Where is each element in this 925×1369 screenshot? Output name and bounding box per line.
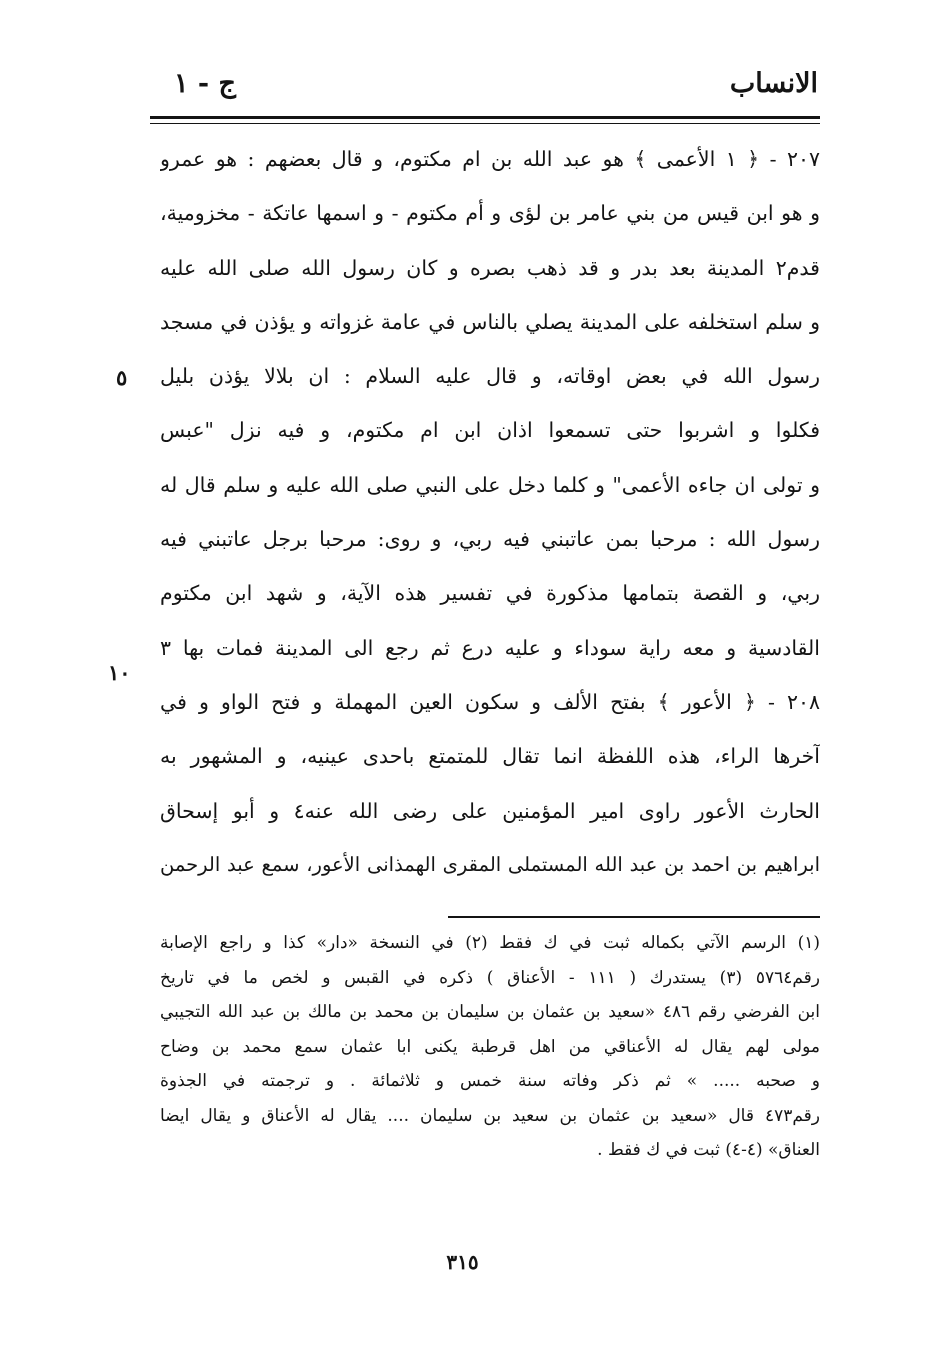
text-line: ربي، و القصة بتمامها مذكورة في تفسير هذه الآية، و شهد ابن مكتوم [160,581,820,606]
text-line: فكلوا و اشربوا حتى تسمعوا اذان ابن ام مكتوم، و فيه نزل "عبس [160,418,820,443]
footnote-line: (١) الرسم الآتي بكماله ثبت في ك فقط (٢) في النسخة «دار» كذا و راجع الإصابة [160,933,820,953]
header-rule [150,116,820,119]
text-line: آخرها الراء، هذه اللفظة انما تقال للمتمتع باحدى عينيه، و المشهور به [160,744,820,769]
text-line: ٢٠٨ - ﴿ الأعور ﴾ بفتح الألف و سكون العين المهملة و فتح الواو و في [160,689,820,714]
text-line: و سلم استخلفه على المدينة يصلي بالناس في عامة غزواته و يؤذن في مسجد [160,309,820,334]
footnote-line: ابن الفرضي رقم ٤٨٦ «سعيد بن عثمان بن سليمان بن محمد بن مالك بن عبد الله التجيبي [160,1002,820,1022]
text-line: و تولى ان جاءه الأعمى" و كلما دخل على النبي صلى الله عليه و سلم قال له [160,472,820,497]
text-line: القادسية و معه راية سوداء و عليه درع ثم رجع الى المدينة فمات بها ٣ [160,635,820,660]
header-rule-thin [150,123,820,124]
main-text [160,132,820,892]
text-line: رسول الله في بعض اوقاته، و قال عليه السلام : ان بلالا يؤذن بليل [160,364,820,389]
text-line: و هو ابن قيس من بني عامر بن لؤى و أم مكتوم - و اسمها عاتكة - مخزومية، [160,201,820,226]
text-line: قدم٢ المدينة بعد بدر و قد ذهب بصره و كان رسول الله صلى الله عليه [160,255,820,280]
footnote-line: رقم٤٧٣ قال «سعيد بن عثمان بن سعيد بن سليمان .... يقال له الأعناق و يقال ايضا [160,1105,820,1126]
footnote-line: رقم٥٧٦٤ (٣) يستدرك ( ١١١ - الأعناق ) ذكره في القبس و لخص ما في تاريخ [160,967,820,988]
footnotes [160,926,820,1168]
text-line: ٢٠٧ - ﴿ ١ الأعمى ﴾ هو عبد الله بن ام مكتوم، و قال بعضهم : هو عمرو [160,147,820,171]
margin-line-number: ١٠ [108,660,131,685]
footnote-separator [448,916,820,918]
page-number: ٣١٥ [446,1250,479,1274]
running-head [150,62,820,106]
footnote-line: مولى لهم يقال له الأعناقي من اهل قرطبة يكنى ابا عثمان سمع محمد بن وضاح [160,1036,820,1057]
text-line: رسول الله : مرحبا بمن عاتبني فيه ربي، و روى: مرحبا برجل عاتبني فيه [160,527,820,552]
text-line: الحارث الأعور راوى امير المؤمنين على رضى الله عنه٤ و أبو إسحاق [160,798,820,823]
footnote-line: العناق» (٤-٤) ثبت في ك فقط . [597,1140,820,1160]
running-title: الانساب [729,68,818,99]
text-line: ابراهيم بن احمد بن عبد الله المستملى المقرى الهمذانى الأعور، سمع عبد الرحمن [160,852,820,876]
margin-line-number: ٥ [116,365,128,390]
footnote-line: و صحبه ..... » ثم ذكر وفاته سنة خمس و ثلاثمائة . و ترجمته في الجذوة [160,1071,820,1091]
volume-label: ج - ١ [174,68,236,99]
